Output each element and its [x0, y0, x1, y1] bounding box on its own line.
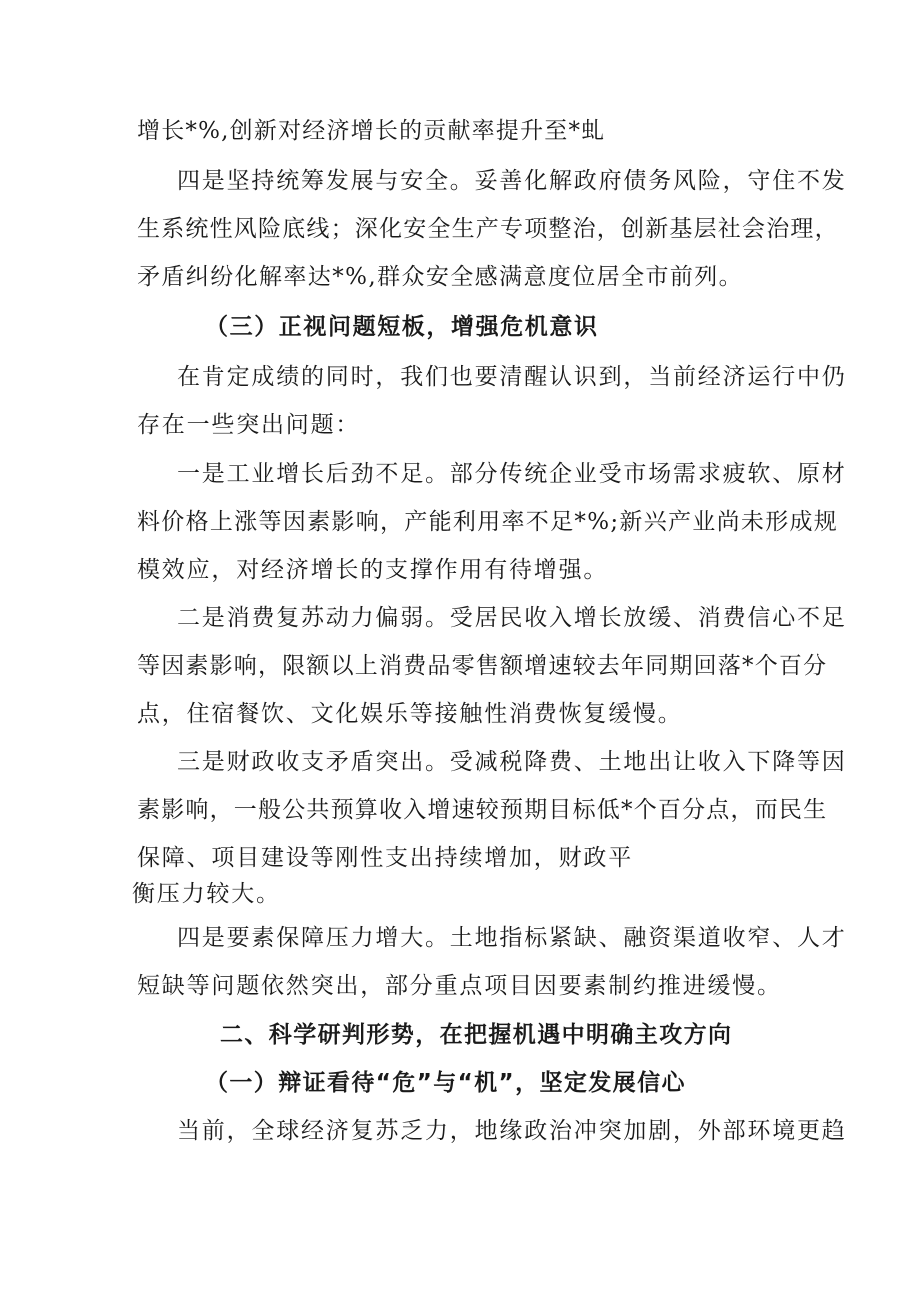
text-line: 点，住宿餐饮、文化娱乐等接触性消费恢复缓慢。: [137, 701, 683, 727]
section-heading: （三）正视问题短板，增强危机意识: [205, 314, 599, 340]
text-line: 等因素影响，限额以上消费品零售额增速较去年同期回落*个百分: [137, 653, 828, 679]
text-line: 矛盾纠纷化解率达*%,群众安全感满意度位居全市前列。: [137, 264, 744, 290]
chapter-heading: 二、科学研判形势，在把握机遇中明确主攻方向: [220, 1022, 733, 1048]
text-line: 存在一些突出问题：: [137, 412, 361, 438]
paragraph-start-line: 三是财政收支矛盾突出。受减税降费、土地出让收入下降等因: [177, 749, 847, 775]
text-line: 增长*%,创新对经济增长的贡献率提升至*虬: [137, 118, 606, 144]
text-line: 保障、项目建设等刚性支出持续增加，财政平: [137, 845, 633, 871]
paragraph-start-line: 在肯定成绩的同时，我们也要清醒认识到，当前经济运行中仍: [177, 364, 847, 390]
paragraph-start-line: 一是工业增长后劲不足。部分传统企业受市场需求疲软、原材: [177, 461, 847, 487]
text-line: 料价格上涨等因素影响，产能利用率不足*%;新兴产业尚未形成规: [137, 509, 839, 535]
paragraph-start-line: 当前，全球经济复苏乏力，地缘政治冲突加剧，外部环境更趋: [177, 1118, 847, 1144]
paragraph-start-line: 四是要素保障压力增大。土地指标紧缺、融资渠道收窄、人才: [177, 925, 847, 951]
paragraph-start-line: 四是坚持统筹发展与安全。妥善化解政府债务风险，守住不发: [177, 168, 847, 194]
text-line: 生系统性风险底线；深化安全生产专项整治，创新基层社会治理，: [137, 216, 839, 242]
paragraph-start-line: 二是消费复苏动力偏弱。受居民收入增长放缓、消费信心不足: [177, 605, 847, 631]
text-line: 衡压力较大。: [132, 881, 281, 907]
text-line: 模效应，对经济增长的支撑作用有待增强。: [137, 557, 609, 583]
text-line: 素影响，一般公共预算收入增速较预期目标低*个百分点，而民生: [137, 797, 828, 823]
section-heading: （一）辩证看待“危”与“机”，坚定发展信心: [205, 1070, 686, 1096]
text-line: 短缺等问题依然突出，部分重点项目因要素制约推进缓慢。: [137, 973, 782, 999]
